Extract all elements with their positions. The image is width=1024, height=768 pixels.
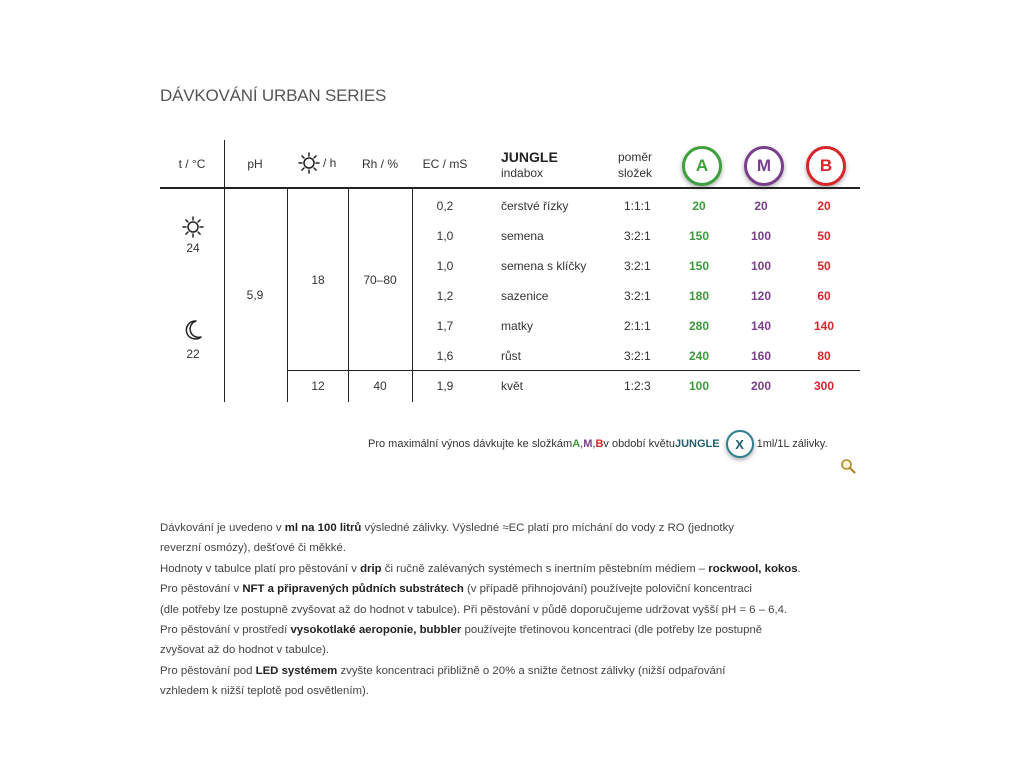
day-temperature: 24 bbox=[186, 241, 200, 255]
dosing-table bbox=[160, 140, 860, 402]
bold-text: rockwool, kokos bbox=[708, 562, 798, 575]
header-temperature: t / °C bbox=[178, 157, 206, 171]
instruction-line: reverzní osmózy), dešťové či měkké. bbox=[160, 542, 346, 555]
header-ratio-line1: poměr bbox=[618, 150, 653, 164]
ec-value: 1,2 bbox=[436, 289, 454, 303]
note-product: JUNGLE bbox=[674, 438, 720, 450]
dose-b: 50 bbox=[817, 229, 831, 243]
stage-label: sazenice bbox=[501, 289, 549, 303]
ec-value: 0,2 bbox=[436, 199, 454, 213]
note-text: v období květu bbox=[603, 438, 675, 450]
instruction-line bbox=[160, 518, 860, 538]
stage-label: květ bbox=[501, 379, 524, 393]
header-light-hours bbox=[298, 152, 336, 174]
dosing-note bbox=[368, 430, 828, 458]
text: Pro pěstování v bbox=[160, 583, 243, 596]
note-component-a: A bbox=[572, 438, 581, 450]
text: výsledné zálivky. Výsledné ≈EC platí pro míchání do vody z RO (jednotky bbox=[361, 522, 734, 534]
bold-text: drip bbox=[360, 562, 382, 575]
ratio-value: 3:2:1 bbox=[624, 259, 651, 273]
header-product-sub: indabox bbox=[501, 166, 544, 180]
bold-text: vysokotlaké aeroponie, bubbler bbox=[290, 624, 462, 637]
note-component-m: M bbox=[583, 438, 593, 450]
light-hours-value: 18 bbox=[311, 273, 325, 287]
stage-label: růst bbox=[501, 349, 522, 363]
stage-label: matky bbox=[501, 319, 534, 333]
dose-a: 240 bbox=[688, 349, 710, 363]
text: (v případě přihnojování) používejte poloviční koncentraci bbox=[463, 583, 752, 596]
moon-icon bbox=[183, 319, 203, 341]
text: používejte třetinovou koncentraci (dle potřeby lze postupně bbox=[461, 624, 763, 637]
dose-a: 180 bbox=[688, 289, 710, 303]
text: či ručně zalévaných systémech s inertním pěstebním médiem – bbox=[381, 562, 709, 575]
column-divider bbox=[224, 140, 225, 402]
night-temperature: 22 bbox=[186, 347, 200, 361]
header-light-unit: / h bbox=[323, 156, 337, 170]
dose-a: 280 bbox=[688, 319, 710, 333]
text: Pro pěstování v prostředí bbox=[160, 624, 291, 637]
ratio-value: 2:1:1 bbox=[624, 319, 651, 333]
header-ratio-line2: složek bbox=[618, 166, 653, 180]
note-text: 1ml/1L zálivky. bbox=[753, 438, 828, 450]
text: . bbox=[797, 562, 801, 575]
instruction-line: vzhledem k nižší teplotě pod osvětlením). bbox=[160, 685, 369, 698]
ph-value: 5,9 bbox=[246, 288, 264, 302]
stage-label: semena bbox=[501, 229, 544, 243]
dose-m: 200 bbox=[750, 379, 772, 393]
dose-b: 140 bbox=[813, 319, 835, 333]
dosing-instructions bbox=[160, 518, 860, 702]
ratio-value: 3:2:1 bbox=[624, 229, 651, 243]
dose-b: 300 bbox=[813, 379, 835, 393]
light-hours-value: 12 bbox=[311, 379, 325, 393]
header-rh: Rh / % bbox=[361, 157, 399, 171]
ratio-value: 1:2:3 bbox=[624, 379, 651, 393]
dose-m: 140 bbox=[750, 319, 772, 333]
dose-a: 100 bbox=[688, 379, 710, 393]
dose-m: 100 bbox=[750, 229, 772, 243]
sun-icon bbox=[182, 216, 204, 238]
ec-value: 1,9 bbox=[436, 379, 454, 393]
ratio-value: 1:1:1 bbox=[624, 199, 651, 213]
dose-m: 20 bbox=[754, 199, 768, 213]
dose-b: 80 bbox=[817, 349, 831, 363]
magnifier-icon[interactable] bbox=[840, 458, 856, 474]
humidity-value: 70–80 bbox=[363, 273, 397, 287]
ec-value: 1,0 bbox=[436, 259, 454, 273]
note-component-b: B bbox=[595, 438, 604, 450]
header-product-name: JUNGLE bbox=[501, 149, 558, 165]
ratio-value: 3:2:1 bbox=[624, 349, 651, 363]
dose-m: 100 bbox=[750, 259, 772, 273]
text: Pro pěstování pod bbox=[160, 664, 256, 677]
badge-x: X bbox=[726, 430, 754, 458]
stage-label: semena s klíčky bbox=[501, 259, 587, 273]
note-separator: , bbox=[592, 438, 596, 450]
dose-b: 20 bbox=[817, 199, 831, 213]
dose-m: 160 bbox=[750, 349, 772, 363]
note-separator: , bbox=[580, 438, 584, 450]
text: Dávkování je uvedeno v bbox=[160, 522, 285, 534]
note-text: Pro maximální výnos dávkujte ke složkám bbox=[368, 438, 573, 450]
ec-value: 1,6 bbox=[436, 349, 454, 363]
dose-a: 20 bbox=[692, 199, 706, 213]
text: Hodnoty v tabulce platí pro pěstování v bbox=[160, 562, 361, 575]
instruction-line: (dle potřeby lze postupně zvyšovat až do hodnot v tabulce). Při pěstování v půdě doporučujeme udržovat vyšší pH = 6 – 6,4. bbox=[160, 603, 788, 616]
header-divider bbox=[160, 187, 860, 189]
ec-value: 1,0 bbox=[436, 229, 454, 243]
badge-b: B bbox=[806, 146, 846, 186]
instruction-line bbox=[160, 559, 860, 579]
dose-a: 150 bbox=[688, 229, 710, 243]
bold-text: ml na 100 litrů bbox=[284, 522, 362, 534]
bold-text: LED systémem bbox=[255, 664, 338, 677]
dose-m: 120 bbox=[750, 289, 772, 303]
stage-label: čerstvé řízky bbox=[501, 199, 569, 213]
instruction-line bbox=[160, 579, 860, 599]
ec-value: 1,7 bbox=[436, 319, 454, 333]
instruction-line bbox=[160, 620, 860, 640]
dose-b: 50 bbox=[817, 259, 831, 273]
header-ph: pH bbox=[247, 157, 263, 171]
badge-a: A bbox=[682, 146, 722, 186]
bold-text: NFT a připravených půdních substrátech bbox=[242, 583, 464, 596]
humidity-value: 40 bbox=[373, 379, 387, 393]
page-title: DÁVKOVÁNÍ URBAN SERIES bbox=[160, 86, 387, 105]
ratio-value: 3:2:1 bbox=[624, 289, 651, 303]
instruction-line: zvyšovat až do hodnot v tabulce). bbox=[160, 644, 330, 657]
instruction-line bbox=[160, 661, 860, 681]
dose-a: 150 bbox=[688, 259, 710, 273]
badge-m: M bbox=[744, 146, 784, 186]
group-divider bbox=[287, 370, 860, 371]
sun-icon bbox=[298, 152, 320, 174]
header-ec: EC / mS bbox=[422, 157, 468, 171]
text: zvyšte koncentraci přibližně o 20% a snižte četnost zálivky (nižší odpařování bbox=[337, 664, 726, 677]
dose-b: 60 bbox=[817, 289, 831, 303]
